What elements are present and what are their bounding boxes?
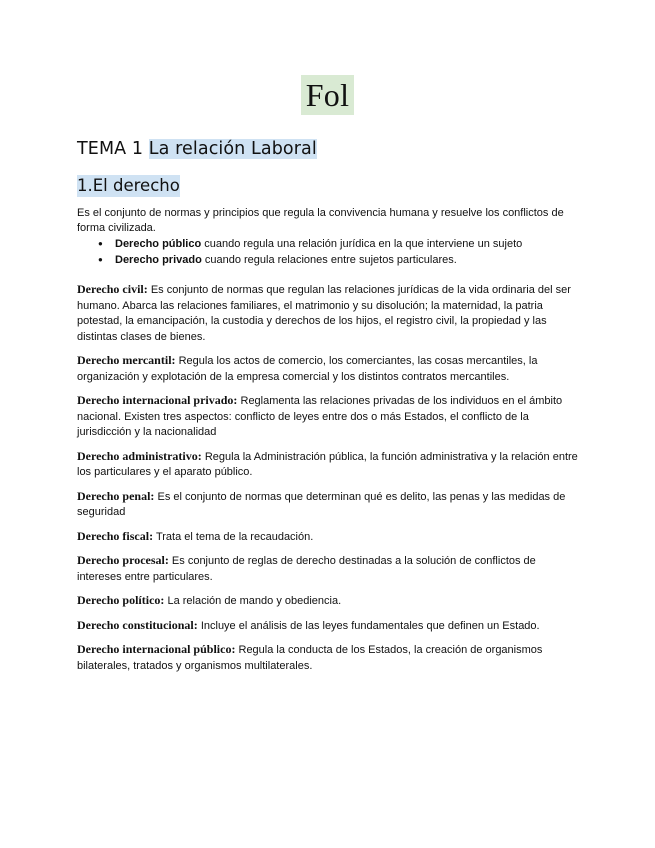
definition-politico (77, 593, 578, 610)
intro-paragraph: Es el conjunto de normas y principios que regula la convivencia humana y resuelve los conflictos de forma civilizada. (77, 207, 564, 234)
definition-term: Derecho internacional privado: (77, 393, 238, 407)
definitions-list (77, 282, 578, 674)
definition-administrativo (77, 449, 578, 481)
definition-text: Regula la Administración pública, la función administrativa y la relación entre los particulares y el aparato público. (77, 450, 578, 478)
definition-text: Incluye el análisis de las leyes fundamentales que definen un Estado. (197, 619, 540, 632)
definition-term: Derecho constitucional: (77, 617, 198, 632)
list-item (115, 252, 578, 268)
law-types-list (77, 236, 578, 268)
definition-term: Derecho político: (77, 593, 165, 607)
definition-text: Regula la conducta de los Estados, la creación de organismos bilaterales, tratados y organismos multilaterales. (77, 644, 543, 672)
definition-text: Es conjunto de normas que regulan las relaciones jurídicas de la vida ordinaria del ser humano. Abarca las relaciones familiares, el matrimonio y su disolución; la maternidad, la patria potestad, la emancipación, la custodia y derechos de los hijos, el registro civil, la propiedad y las distintas clases de bienes. (77, 284, 571, 343)
definition-text: Regula los actos de comercio, los comerciantes, las cosas mercantiles, la organización y explotación de la empresa comercial y los distintos contratos mercantiles. (77, 355, 538, 383)
bullet-text: cuando regula una relación jurídica en la que interviene un sujeto (201, 238, 523, 250)
title-row (77, 0, 578, 117)
definition-term: Derecho civil: (77, 282, 148, 296)
definition-fiscal (77, 529, 578, 546)
definition-procesal (77, 553, 578, 585)
document-title: Fol (301, 75, 355, 115)
definition-text: Reglamenta las relaciones privadas de los individuos en el ámbito nacional. Existen tres aspectos: conflicto de leyes entre dos o más Estados, el conflicto de la jurisdicción y la nacionalidad (77, 395, 563, 438)
definition-internacional-publico (77, 642, 578, 674)
bullet-term: Derecho público (115, 238, 202, 250)
definition-term: Derecho internacional público: (77, 642, 236, 656)
definition-term: Derecho procesal: (77, 553, 169, 567)
definition-term: Derecho penal: (77, 488, 155, 503)
section-heading: 1.El derecho (77, 176, 180, 195)
definition-constitucional (77, 618, 578, 635)
definition-text: Trata el tema de la recaudación. (153, 530, 314, 543)
definition-mercantil (77, 353, 578, 385)
definition-term: Derecho fiscal: (77, 528, 154, 543)
definition-text: La relación de mando y obediencia. (164, 595, 342, 607)
definition-term: Derecho administrativo: (77, 448, 202, 463)
bullet-term: Derecho privado (115, 254, 202, 266)
definition-text: Es conjunto de reglas de derecho destinadas a la solución de conflictos de intereses entre particulares. (77, 555, 536, 583)
definition-penal (77, 489, 578, 521)
topic-prefix: TEMA 1 (77, 139, 144, 159)
topic-highlight: La relación Laboral (148, 139, 317, 159)
definition-term: Derecho mercantil: (77, 353, 176, 367)
definition-internacional-privado (77, 393, 578, 441)
definition-text: Es el conjunto de normas que determinan qué es delito, las penas y las medidas de seguridad (77, 490, 566, 518)
topic-heading (77, 137, 578, 161)
definition-civil (77, 282, 578, 345)
list-item (115, 236, 578, 252)
bullet-text: cuando regula relaciones entre sujetos particulares. (201, 254, 457, 266)
